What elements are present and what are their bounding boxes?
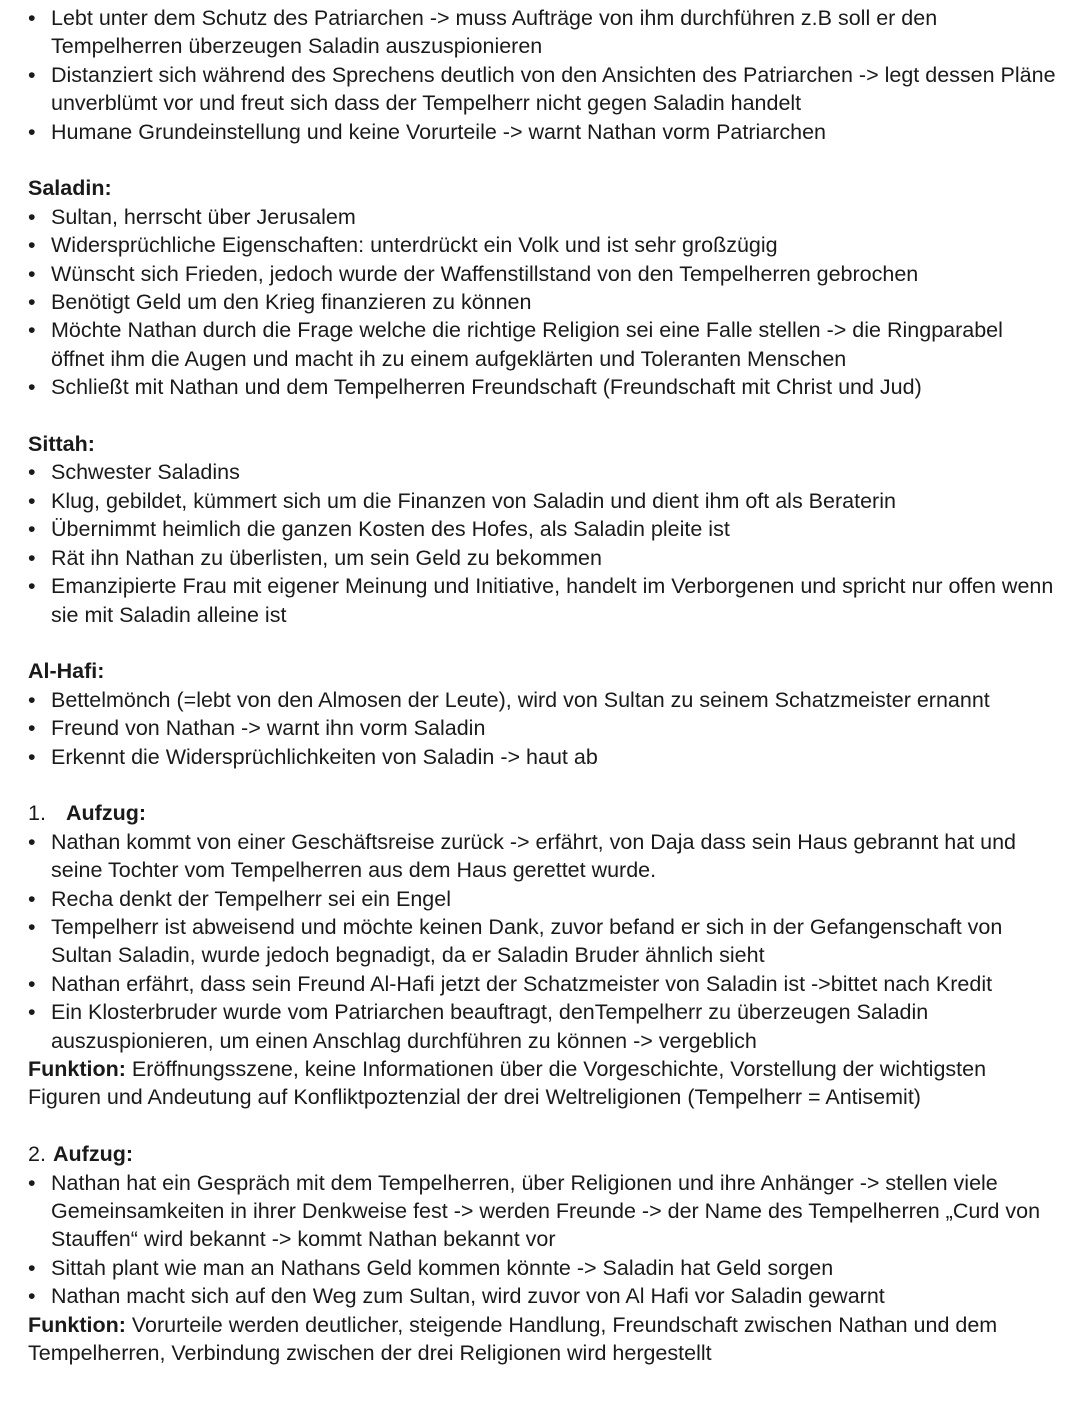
list-item: • Ein Klosterbruder wurde vom Patriarchen beauftragt, denTempelherr zu überzeugen Saladin auszuspionieren, um einen Anschlag durchführen zu können -> vergeblich	[28, 998, 1056, 1055]
saladin-list	[28, 203, 1056, 402]
section-heading-alhafi: Al-Hafi:	[28, 659, 105, 684]
list-item: • Übernimmt heimlich die ganzen Kosten des Hofes, als Saladin pleite ist	[28, 515, 1056, 543]
spacer	[28, 146, 1056, 174]
list-item: • Freund von Nathan -> warnt ihn vorm Saladin	[28, 714, 1056, 742]
section-heading-sittah: Sittah:	[28, 432, 95, 457]
section-heading-aufzug-2	[28, 1140, 1056, 1168]
aufzug-2-list	[28, 1169, 1056, 1311]
list-item: • Möchte Nathan durch die Frage welche die richtige Religion sei eine Falle stellen -> die Ringparabel öffnet ihm die Augen und macht ih zu einem aufgeklärten und Toleranten Menschen	[28, 316, 1056, 373]
function-label: Funktion:	[28, 1312, 126, 1337]
list-item: • Nathan erfährt, dass sein Freund Al-Hafi jetzt der Schatzmeister von Saladin ist ->bittet nach Kredit	[28, 970, 1056, 998]
spacer	[28, 771, 1056, 799]
klosterbruder-list	[28, 4, 1056, 146]
aufzug-1-list	[28, 828, 1056, 1055]
spacer	[28, 629, 1056, 657]
list-item: • Lebt unter dem Schutz des Patriarchen -> muss Aufträge von ihm durchführen z.B soll er den Tempelherren überzeugen Saladin auszuspionieren	[28, 4, 1056, 61]
spacer	[28, 1112, 1056, 1140]
section-heading-saladin: Saladin:	[28, 176, 112, 201]
list-item: • Sittah plant wie man an Nathans Geld kommen könnte -> Saladin hat Geld sorgen	[28, 1254, 1056, 1282]
sittah-list	[28, 458, 1056, 628]
list-item: • Schwester Saladins	[28, 458, 1056, 486]
list-item: • Bettelmönch (=lebt von den Almosen der Leute), wird von Sultan zu seinem Schatzmeister ernannt	[28, 686, 1056, 714]
function-text: Vorurteile werden deutlicher, steigende Handlung, Freundschaft zwischen Nathan und dem Tempelherren, Verbindung zwischen der drei Religionen wird hergestellt	[28, 1312, 998, 1366]
aufzug-number: 1.	[28, 801, 46, 826]
list-item: • Wünscht sich Frieden, jedoch wurde der Waffenstillstand von den Tempelherren gebrochen	[28, 260, 1056, 288]
aufzug-1-function	[28, 1055, 1056, 1112]
aufzug-number: 2.	[28, 1142, 46, 1167]
function-label: Funktion:	[28, 1056, 126, 1081]
list-item: • Schließt mit Nathan und dem Tempelherren Freundschaft (Freundschaft mit Christ und Jud)	[28, 373, 1056, 401]
list-item: • Nathan hat ein Gespräch mit dem Tempelherren, über Religionen und ihre Anhänger -> stellen viele Gemeinsamkeiten in ihrer Denkweise fest -> werden Freunde -> der Name des Tempelherren „Curd von Stauffen“ wird bekannt -> kommt Nathan bekannt vor	[28, 1169, 1056, 1254]
list-item: • Emanzipierte Frau mit eigener Meinung und Initiative, handelt im Verborgenen und spricht nur offen wenn sie mit Saladin alleine ist	[28, 572, 1056, 629]
aufzug-2-function	[28, 1311, 1056, 1368]
list-item: • Benötigt Geld um den Krieg finanzieren zu können	[28, 288, 1056, 316]
spacer	[28, 402, 1056, 430]
list-item: • Erkennt die Widersprüchlichkeiten von Saladin -> haut ab	[28, 743, 1056, 771]
list-item: • Widersprüchliche Eigenschaften: unterdrückt ein Volk und ist sehr großzügig	[28, 231, 1056, 259]
list-item: • Sultan, herrscht über Jerusalem	[28, 203, 1056, 231]
section-heading-aufzug-1	[28, 799, 1056, 827]
list-item: • Recha denkt der Tempelherr sei ein Engel	[28, 885, 1056, 913]
alhafi-list	[28, 686, 1056, 771]
list-item: • Distanziert sich während des Sprechens deutlich von den Ansichten des Patriarchen -> legt dessen Pläne unverblümt vor und freut sich dass der Tempelherr nicht gegen Saladin handelt	[28, 61, 1056, 118]
list-item: • Klug, gebildet, kümmert sich um die Finanzen von Saladin und dient ihm oft als Beraterin	[28, 487, 1056, 515]
aufzug-title: Aufzug:	[66, 801, 146, 826]
list-item: • Nathan kommt von einer Geschäftsreise zurück -> erfährt, von Daja dass sein Haus gebrannt hat und seine Tochter vom Tempelherren aus dem Haus gerettet wurde.	[28, 828, 1056, 885]
list-item: • Tempelherr ist abweisend und möchte keinen Dank, zuvor befand er sich in der Gefangenschaft von Sultan Saladin, wurde jedoch begnadigt, da er Saladin Bruder ähnlich sieht	[28, 913, 1056, 970]
list-item: • Rät ihn Nathan zu überlisten, um sein Geld zu bekommen	[28, 544, 1056, 572]
list-item: • Nathan macht sich auf den Weg zum Sultan, wird zuvor von Al Hafi vor Saladin gewarnt	[28, 1282, 1056, 1310]
list-item: • Humane Grundeinstellung und keine Vorurteile -> warnt Nathan vorm Patriarchen	[28, 118, 1056, 146]
aufzug-title: Aufzug:	[53, 1142, 133, 1167]
function-text: Eröffnungsszene, keine Informationen über die Vorgeschichte, Vorstellung der wichtigsten Figuren und Andeutung auf Konfliktpoztenzial der drei Weltreligionen (Tempelherr = Antisemit)	[28, 1056, 987, 1110]
